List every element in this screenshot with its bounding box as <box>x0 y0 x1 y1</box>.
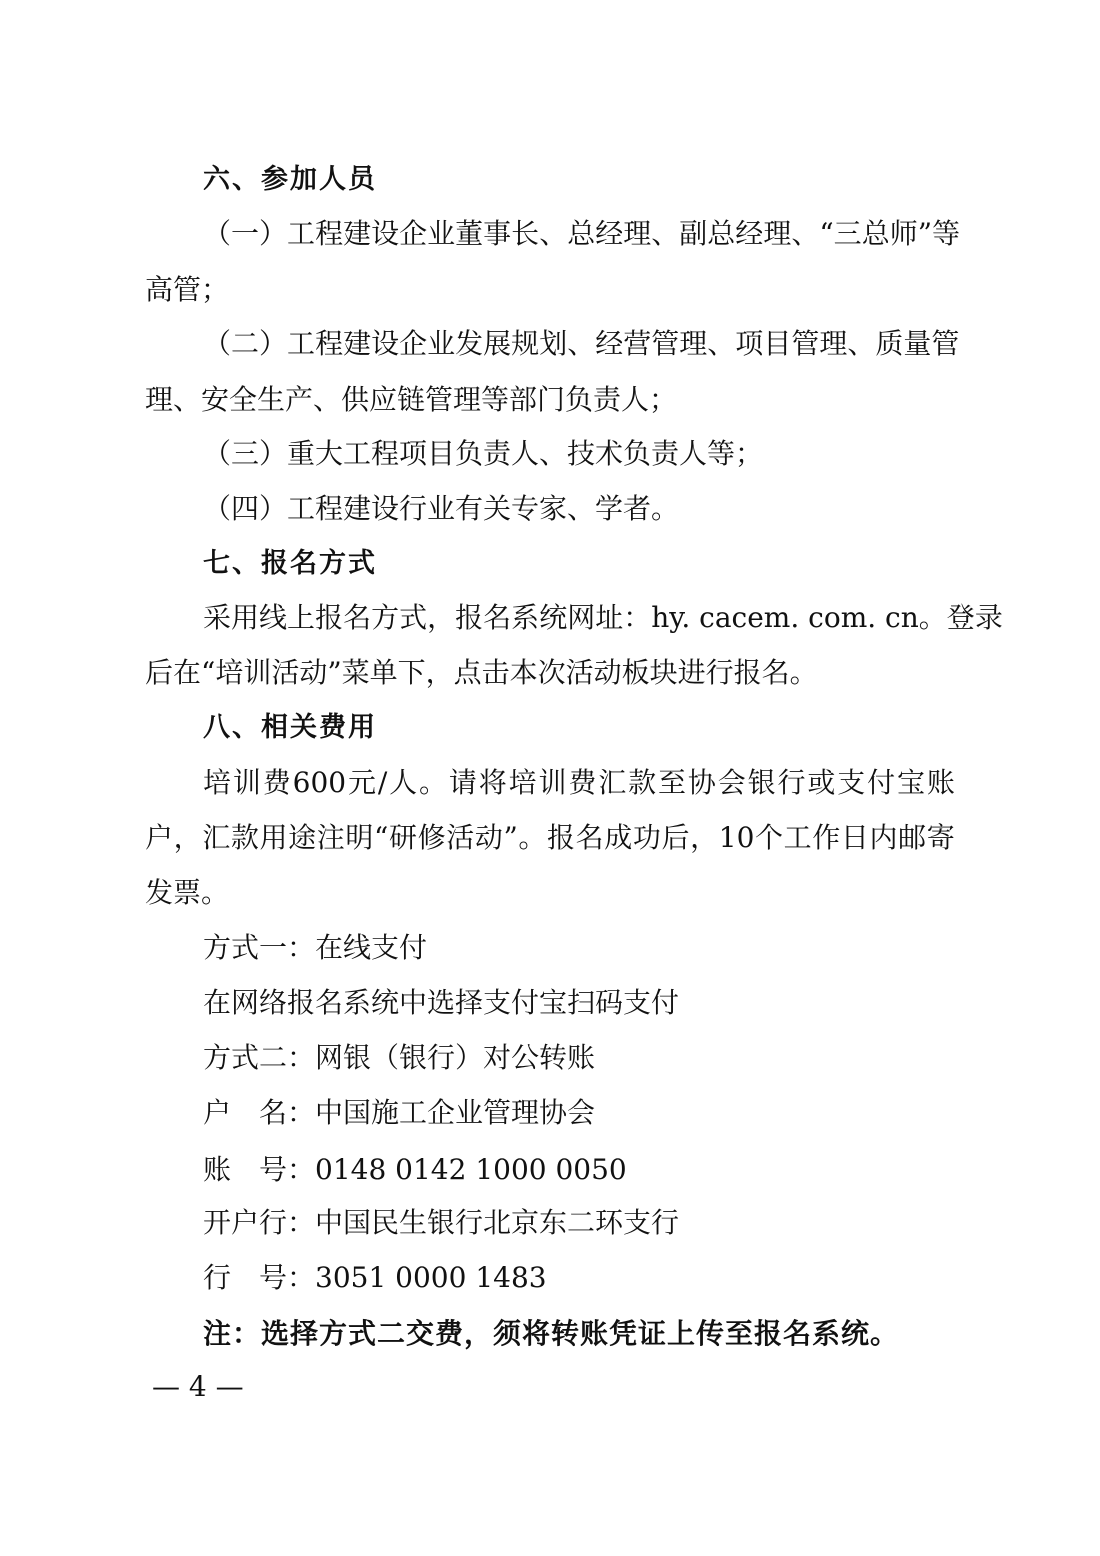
bank-label: 开户行： <box>203 1206 316 1239</box>
bank-row <box>203 1203 679 1243</box>
fee-paragraph-line-1: 培 训 费 600 元 / 人 。 请 将 培 训 费 汇 款 至 协 会 银 行 或 支 付 宝 账 <box>203 766 955 799</box>
bank-code-value: 3051 0000 1483 <box>315 1261 547 1294</box>
bank-code-label: 行 号： <box>203 1261 316 1294</box>
account-number-value: 0148 0142 1000 0050 <box>315 1153 627 1186</box>
bank-value: 中国民生银行北京东二环支行 <box>315 1206 680 1239</box>
account-name-row <box>203 1093 595 1133</box>
participant-item-3: （三）重大工程项目负责人、技术负责人等； <box>203 437 764 470</box>
fee-paragraph-line-3: 发票。 <box>145 876 230 909</box>
payment-method-2: 方式二：网银（银行）对公转账 <box>203 1041 596 1074</box>
bank-code-row <box>203 1258 547 1298</box>
section-7-heading: 七、报名方式 <box>203 548 377 579</box>
payment-note: 注：选择方式二交费，须将转账凭证上传至报名系统。 <box>203 1317 900 1350</box>
registration-paragraph-line-2: 后在“培训活动”菜单下，点击本次活动板块进行报名。 <box>145 656 818 689</box>
fee-paragraph-line-2: 户 ， 汇 款 用 途 注 明 “ 研 修 活 动 ” 。 报 名 成 功 后 ， 10 个 工 作 日 内 邮 寄 <box>145 821 955 854</box>
payment-method-1-description: 在网络报名系统中选择支付宝扫码支付 <box>203 986 680 1019</box>
page-number: — 4 — <box>152 1370 244 1403</box>
payment-method-1: 方式一：在线支付 <box>203 931 428 964</box>
participant-item-1-line-2: 高管； <box>145 273 230 306</box>
section-8-heading: 八、相关费用 <box>203 712 377 743</box>
account-name-label: 户 名： <box>203 1096 316 1129</box>
participant-item-2-line-2: 理、安全生产、供应链管理等部门负责人； <box>145 383 678 416</box>
participant-item-4: （四）工程建设行业有关专家、学者。 <box>203 492 680 525</box>
account-number-label: 账 号： <box>203 1153 316 1186</box>
registration-paragraph-line-1: 采 用 线 上 报 名 方 式 ， 报 名 系 统 网 址 ： hy. cacem. com. cn 。 登 录 <box>203 601 1003 634</box>
account-name-value: 中国施工企业管理协会 <box>315 1096 596 1129</box>
section-6-heading: 六、参加人员 <box>203 164 377 195</box>
participant-item-1-line-1: （ 一 ） 工 程 建 设 企 业 董 事 长 、 总 经 理 、 副 总 经 理 、 “ 三 总 师 ” 等 <box>203 217 961 250</box>
account-number-row <box>203 1150 627 1190</box>
participant-item-2-line-1: （ 二 ） 工 程 建 设 企 业 发 展 规 划 、 经 营 管 理 、 项 目 管 理 、 质 量 管 <box>203 327 960 360</box>
